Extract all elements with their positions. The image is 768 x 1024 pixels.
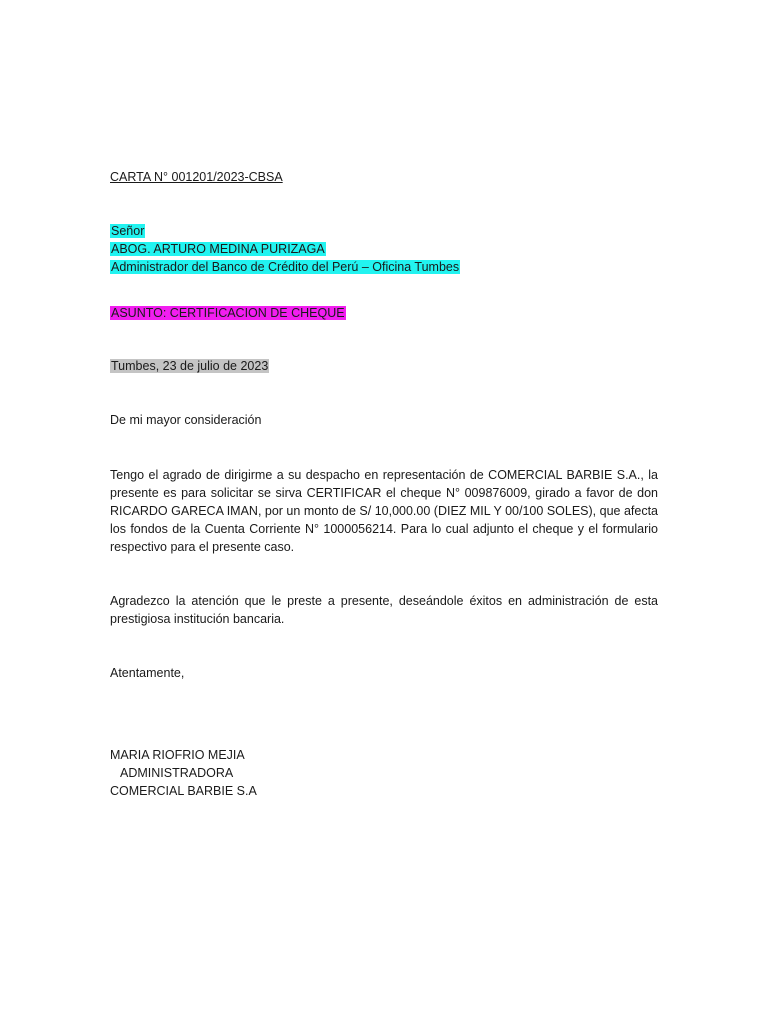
subject-line bbox=[110, 304, 346, 322]
body-paragraph-2: Agradezco la atención que le preste a presente, deseándole éxitos en administración de esta prestigiosa institución bancaria. bbox=[110, 594, 658, 626]
date-line bbox=[110, 357, 269, 375]
greeting: De mi mayor consideración bbox=[110, 413, 262, 427]
signature-company: COMERCIAL BARBIE S.A bbox=[110, 784, 257, 798]
recipient-name: ABOG. ARTURO MEDINA PURIZAGA bbox=[111, 242, 325, 256]
letter-reference: CARTA N° 001201/2023-CBSA bbox=[110, 170, 283, 184]
signature-title: ADMINISTRADORA bbox=[120, 766, 234, 780]
subject-text: ASUNTO: CERTIFICACION DE CHEQUE bbox=[111, 306, 345, 320]
recipient-block bbox=[110, 222, 460, 276]
recipient-position: Administrador del Banco de Crédito del Perú – Oficina Tumbes bbox=[111, 260, 460, 274]
closing: Atentamente, bbox=[110, 666, 185, 680]
signature-name: MARIA RIOFRIO MEJIA bbox=[110, 748, 245, 762]
date-text: Tumbes, 23 de julio de 2023 bbox=[111, 359, 269, 373]
recipient-salutation: Señor bbox=[111, 224, 145, 238]
body-paragraph-1: Tengo el agrado de dirigirme a su despacho en representación de COMERCIAL BARBIE S.A., la presente es para solicitar se sirva CERTIFICAR el cheque N° 009876009, girado a favor de don RICARDO GARECA IMAN, por un monto de S/ 10,000.00 (DIEZ MIL Y 00/100 SOLES), que afecta los fondos de la Cuenta Corriente N° 1000056214. Para lo cual adjunto el cheque y el formulario respectivo para el presente caso. bbox=[110, 468, 658, 554]
signature-block bbox=[110, 746, 257, 800]
